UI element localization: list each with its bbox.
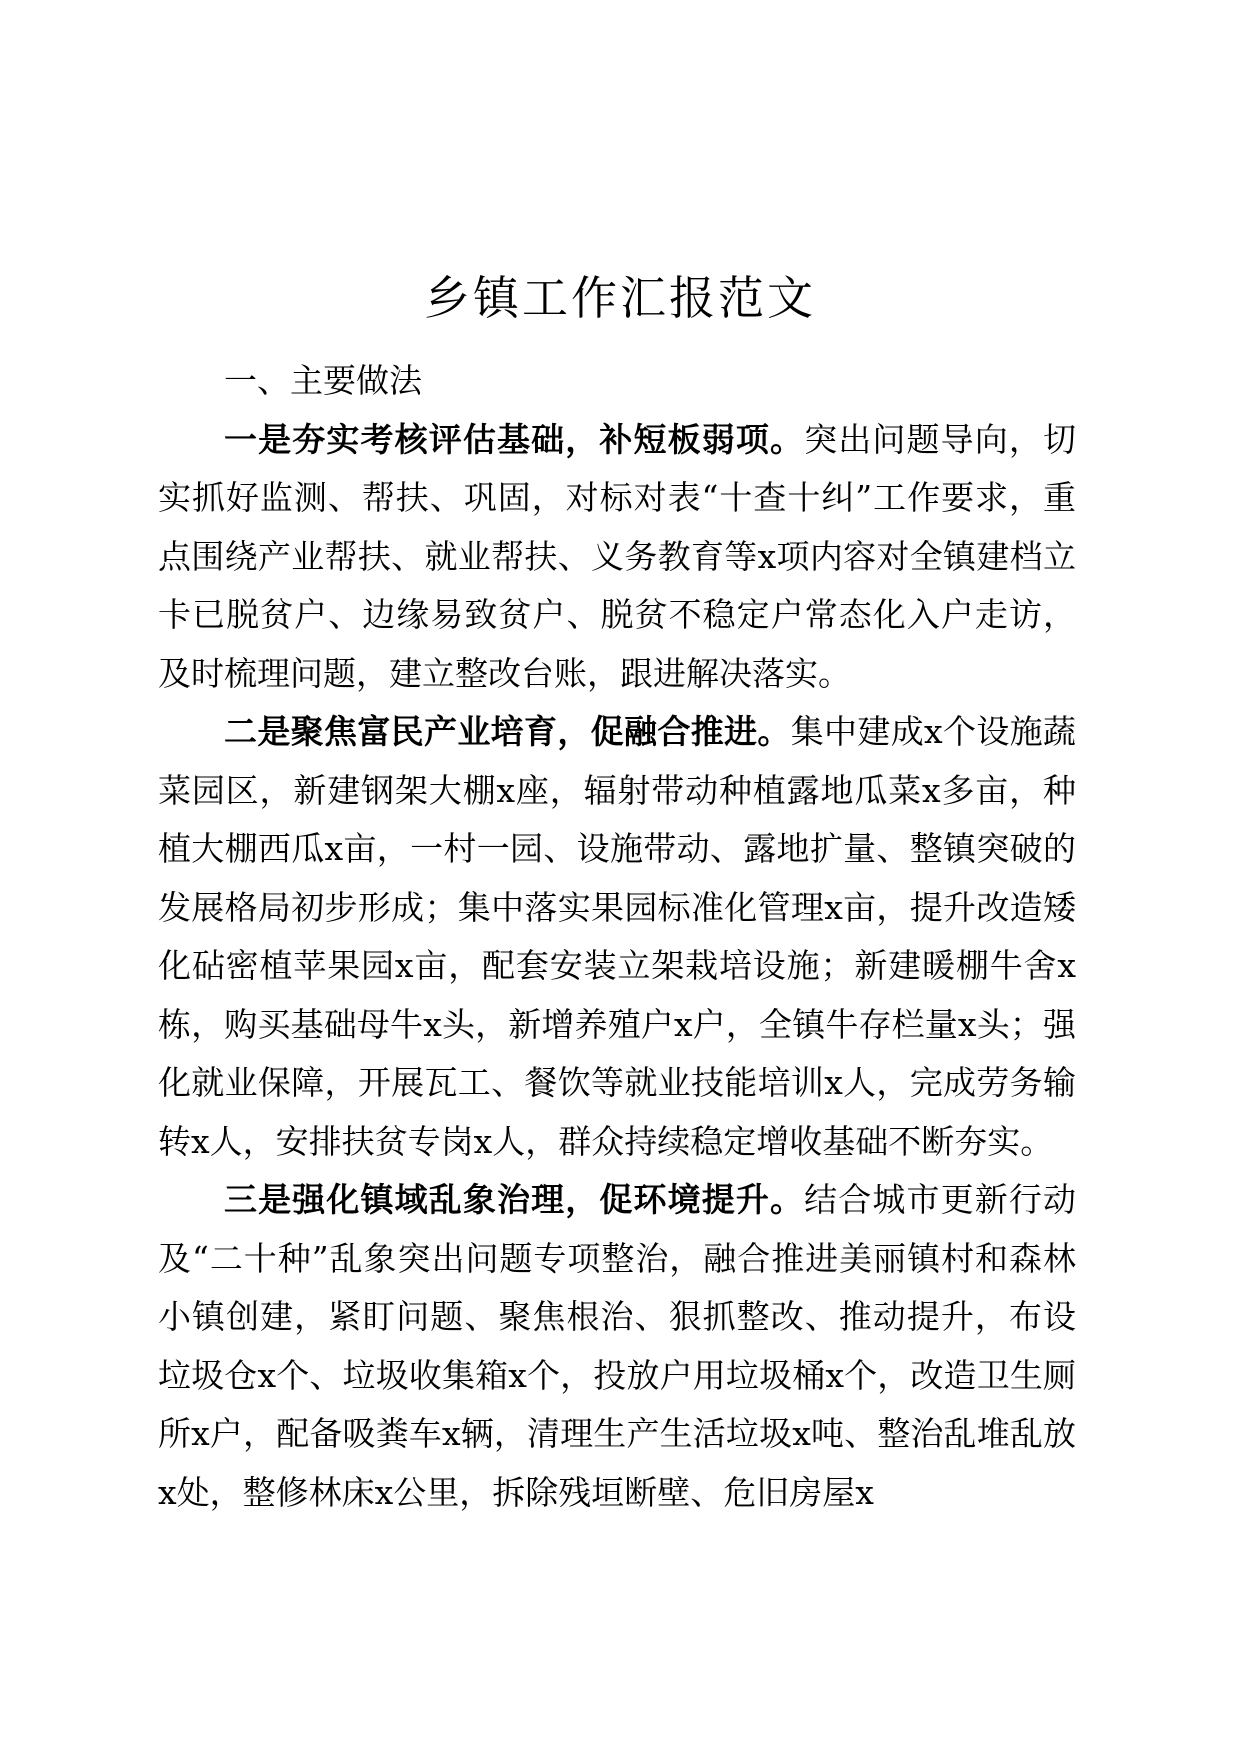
- paragraph-3-lead: 三是强化镇域乱象治理，促环境提升。: [224, 1180, 805, 1219]
- paragraph-3-text: 结合城市更新行动及“二十种”乱象突出问题专项整治，融合推进美丽镇村和森林小镇创建，紧盯问题、聚焦根治、狠抓整改、推动提升，布设垃圾仓x个、垃圾收集箱x个，投放户用垃圾桶x个，改造卫生厕所x户，配备吸粪车x辆，清理生产生活垃圾x吨、整治乱堆乱放x处，整修林床x公里，拆除残垣断壁、危旧房屋x: [158, 1180, 1076, 1512]
- paragraph-2: [158, 703, 1076, 1171]
- document-title: 乡镇工作汇报范文: [424, 271, 816, 325]
- document-body: [158, 352, 1076, 1522]
- paragraph-3: [158, 1171, 1076, 1522]
- paragraph-2-lead: 二是聚焦富民产业培育，促融合推进。: [224, 712, 791, 751]
- paragraph-1-text: 突出问题导向，切实抓好监测、帮扶、巩固，对标对表“十查十纠”工作要求，重点围绕产业帮扶、就业帮扶、义务教育等x项内容对全镇建档立卡已脱贫户、边缘易致贫户、脱贫不稳定户常态化入户走访，及时梳理问题，建立整改台账，跟进解决落实。: [158, 419, 1076, 693]
- paragraph-1: [158, 411, 1076, 704]
- paragraph-1-lead: 一是夯实考核评估基础，补短板弱项。: [224, 419, 805, 459]
- paragraph-2-text: 集中建成x个设施蔬菜园区，新建钢架大棚x座，辐射带动种植露地瓜菜x多亩，种植大棚西瓜x亩，一村一园、设施带动、露地扩量、整镇突破的发展格局初步形成；集中落实果园标准化管理x亩，提升改造矮化砧密植苹果园x亩，配套安装立架栽培设施；新建暖棚牛舍x栋，购买基础母牛x头，新增养殖户x户，全镇牛存栏量x头；强化就业保障，开展瓦工、餐饮等就业技能培训x人，完成劳务输转x人，安排扶贫专岗x人，群众持续稳定增收基础不断夯实。: [158, 712, 1076, 1161]
- section-heading: 一、主要做法: [224, 361, 422, 400]
